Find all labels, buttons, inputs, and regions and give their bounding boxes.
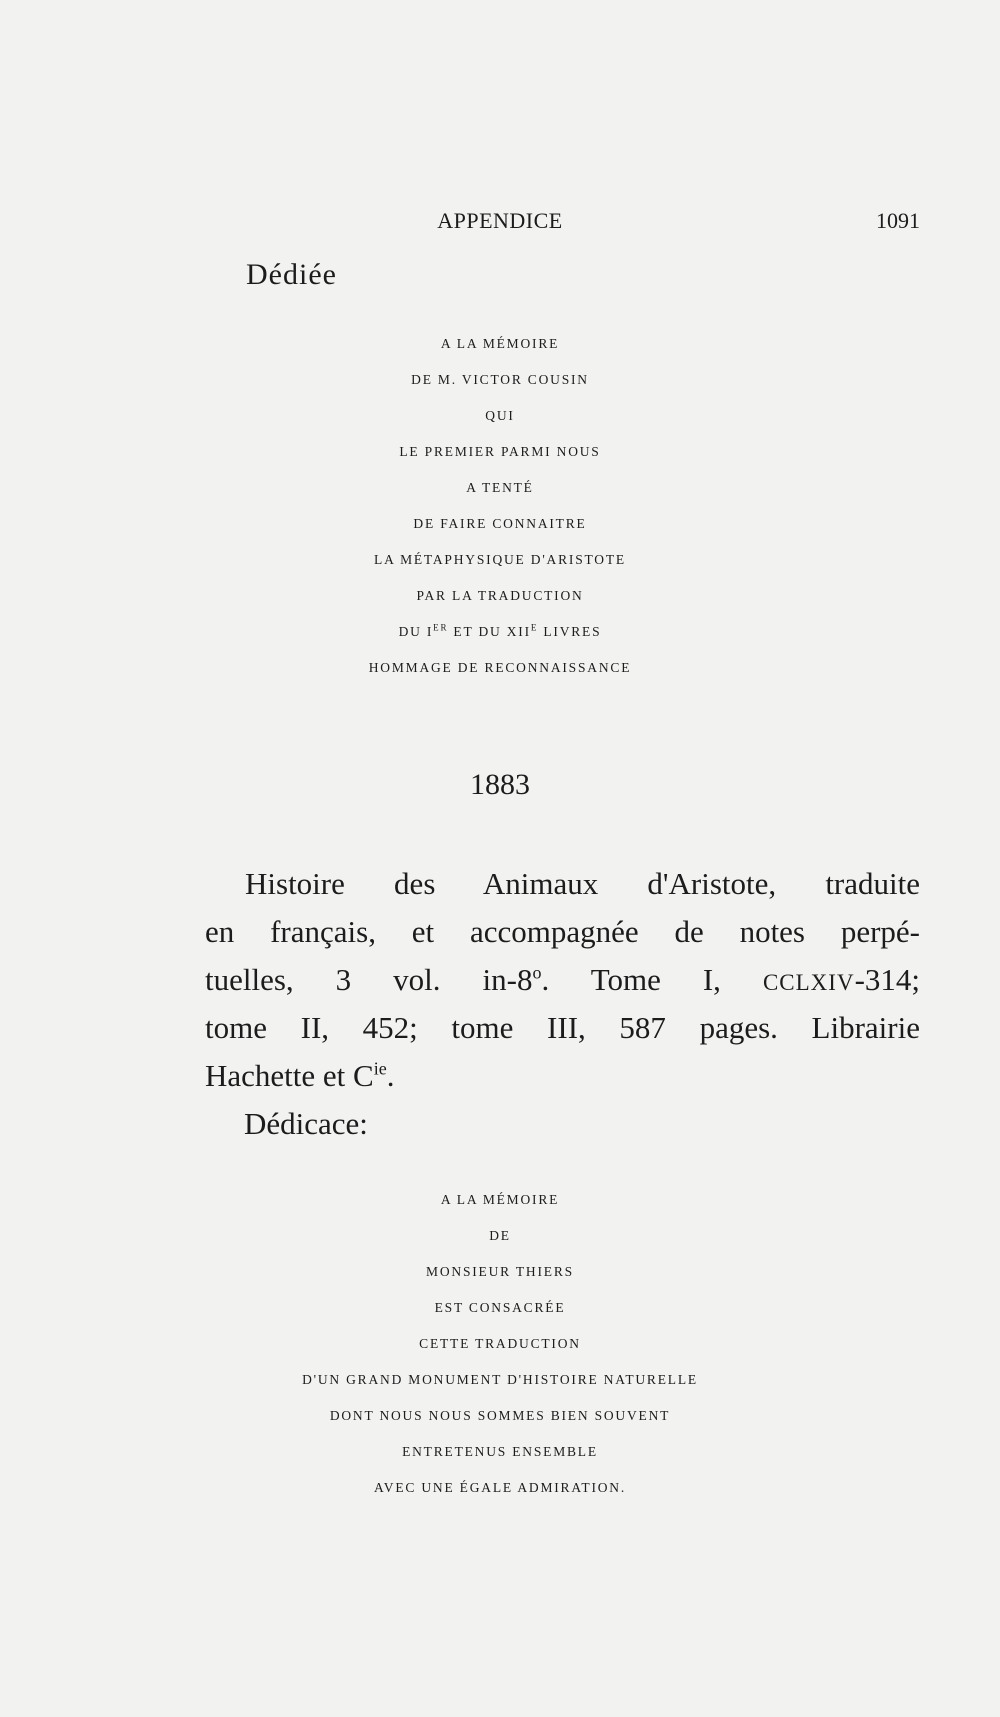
entry-line: Histoire des Animaux d'Aristote, traduite bbox=[245, 866, 920, 901]
dedication-line: A LA MÉMOIRE bbox=[440, 1192, 560, 1207]
books-text-c: LIVRES bbox=[538, 624, 602, 639]
dedication-line: MONSIEUR THIERS bbox=[426, 1264, 574, 1279]
dedication-line: LA MÉTAPHYSIQUE D'ARISTOTE bbox=[374, 552, 626, 567]
books-text-a: DU I bbox=[398, 624, 434, 639]
dedication-line: AVEC UNE ÉGALE ADMIRATION. bbox=[373, 1480, 627, 1495]
dedication-line-books bbox=[0, 614, 1000, 650]
books-sup-2: E bbox=[530, 622, 539, 633]
dedication-line: DE bbox=[489, 1228, 511, 1243]
entry-line-publisher bbox=[205, 1052, 920, 1100]
dedication-line: HOMMAGE DE RECONNAISSANCE bbox=[368, 660, 632, 675]
dedication-line: LE PREMIER PARMI NOUS bbox=[399, 444, 601, 459]
dedication-line: PAR LA TRADUCTION bbox=[416, 588, 584, 603]
dedicace-label: Dédicace: bbox=[244, 1106, 368, 1141]
dedication-line: A TENTÉ bbox=[466, 480, 534, 495]
volumes-roman-numeral: CCLXIV bbox=[762, 970, 855, 995]
dedication-line: DONT NOUS NOUS SOMMES BIEN SOUVENT bbox=[329, 1408, 671, 1423]
bibliographic-entry bbox=[205, 860, 920, 1100]
publisher-end: . bbox=[386, 1058, 395, 1093]
entry-line: en français, et accompagnée de notes perpé- bbox=[205, 914, 920, 949]
running-header-title: APPENDICE bbox=[437, 208, 563, 233]
entry-line-volumes bbox=[205, 956, 920, 1004]
dedication-thiers-block bbox=[0, 1182, 1000, 1506]
dedication-line: DE FAIRE CONNAITRE bbox=[413, 516, 587, 531]
volumes-text-a: tuelles, 3 vol. in-8 bbox=[205, 962, 533, 997]
entry-line: tome II, 452; tome III, 587 pages. Librairie bbox=[205, 1010, 920, 1045]
dedication-line: QUI bbox=[485, 408, 515, 423]
dedication-line: D'UN GRAND MONUMENT D'HISTOIRE NATURELLE bbox=[302, 1372, 698, 1387]
publisher-text: Hachette et C bbox=[205, 1058, 374, 1093]
books-text-b: ET DU XII bbox=[448, 624, 531, 639]
dedication-line: A LA MÉMOIRE bbox=[440, 336, 560, 351]
page-number: 1091 bbox=[876, 208, 920, 233]
dedication-cousin-block bbox=[0, 326, 1000, 686]
publisher-sup: ie bbox=[373, 1058, 387, 1079]
dedication-line: CETTE TRADUCTION bbox=[419, 1336, 581, 1351]
dedication-line: ENTRETENUS ENSEMBLE bbox=[402, 1444, 598, 1459]
dedication-line: DE M. VICTOR COUSIN bbox=[411, 372, 589, 387]
volumes-sup: o bbox=[532, 962, 542, 983]
volumes-text-b: . Tome I, bbox=[541, 962, 763, 997]
books-sup-1: ER bbox=[433, 622, 449, 633]
dedication-heading: Dédiée bbox=[246, 258, 337, 291]
year-heading: 1883 bbox=[470, 768, 530, 801]
dedication-line: EST CONSACRÉE bbox=[434, 1300, 566, 1315]
volumes-text-c: -314; bbox=[854, 962, 920, 997]
